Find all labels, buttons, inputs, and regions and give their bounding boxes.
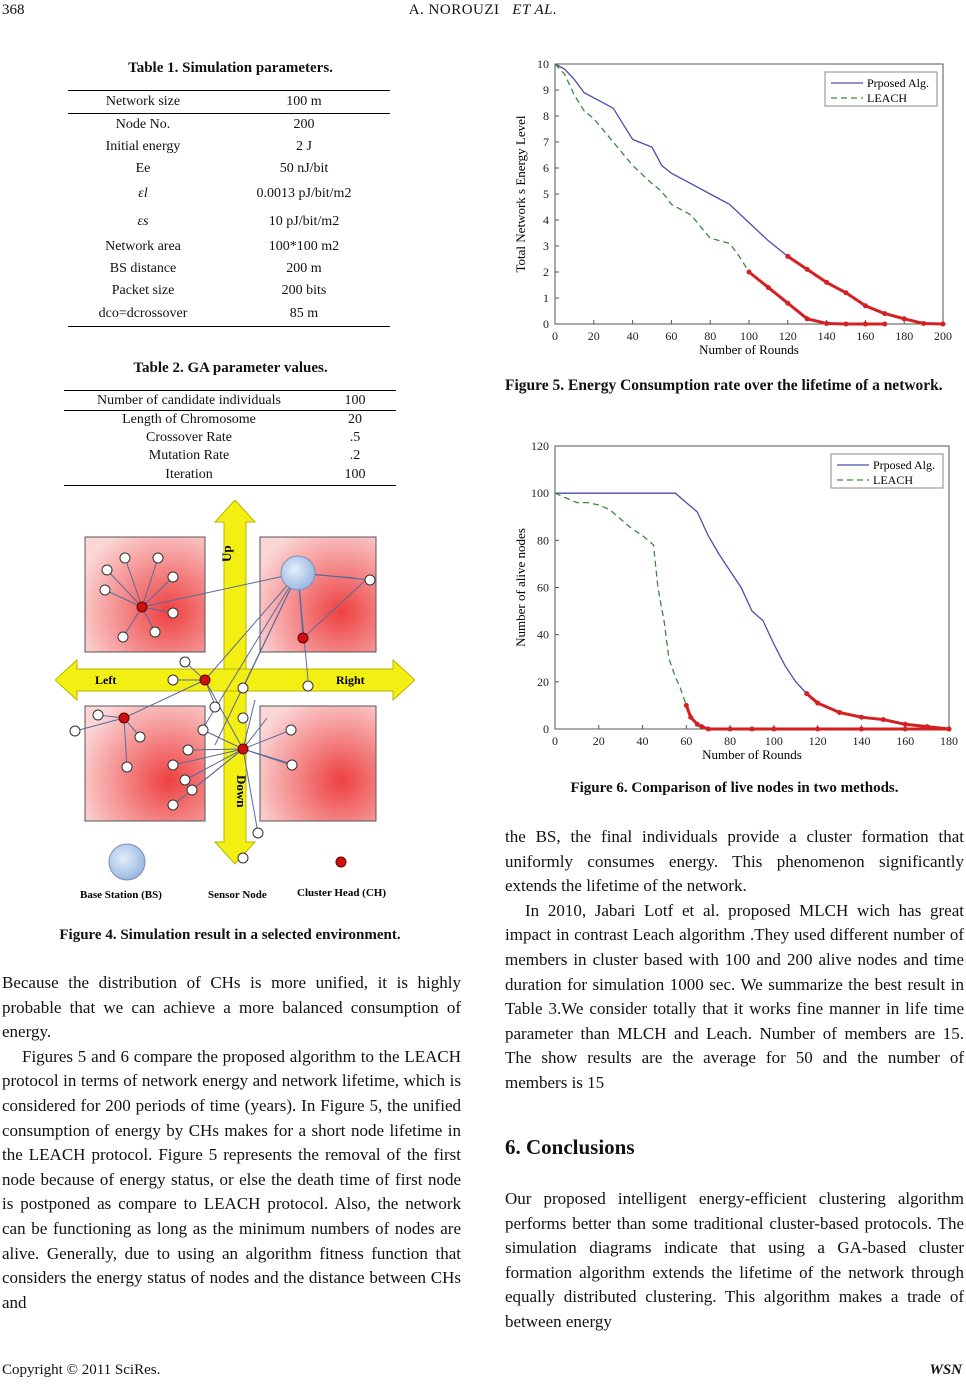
figure6-chart bbox=[505, 436, 960, 766]
table1-cell: dco=dcrossover bbox=[68, 302, 218, 326]
table1-row bbox=[68, 280, 390, 302]
table1-cell: εs bbox=[137, 214, 149, 229]
table2-row bbox=[64, 447, 396, 465]
x-tick-label: 160 bbox=[856, 329, 875, 343]
data-point bbox=[766, 285, 771, 290]
data-point bbox=[863, 303, 868, 308]
figure4-diagram bbox=[55, 500, 415, 910]
table1-cell: 200 bbox=[293, 117, 315, 132]
journal-name: WSN bbox=[929, 1362, 962, 1378]
legend-ch-label: Cluster Head (CH) bbox=[297, 887, 387, 899]
y-tick-label: 1 bbox=[543, 291, 549, 305]
table1-caption: Table 1. Simulation parameters. bbox=[128, 60, 333, 76]
conclusions-text bbox=[505, 1187, 964, 1335]
series-highlight bbox=[924, 323, 943, 324]
table2-cell: Crossover Rate bbox=[146, 430, 232, 445]
data-point bbox=[859, 727, 864, 732]
label-right: Right bbox=[336, 673, 365, 687]
y-tick-label: 0 bbox=[543, 722, 549, 736]
data-point bbox=[747, 270, 752, 275]
legend-label: LEACH bbox=[867, 91, 907, 105]
y-tick-label: 120 bbox=[531, 439, 549, 453]
table2-cell: 100 bbox=[314, 391, 396, 411]
x-tick-label: 60 bbox=[665, 329, 678, 343]
table1-row bbox=[68, 114, 390, 137]
table1 bbox=[68, 90, 390, 327]
data-point bbox=[815, 727, 820, 732]
table2-row bbox=[64, 411, 396, 430]
data-point bbox=[941, 322, 946, 327]
table2-row bbox=[64, 429, 396, 447]
left-column-text bbox=[2, 971, 461, 1315]
page-number: 368 bbox=[2, 2, 25, 18]
paragraph: Because the distribution of CHs is more unified, it is highly probable that we can achieve a more balanced consumption of energy. bbox=[2, 973, 461, 1042]
figure5-chart bbox=[505, 52, 960, 367]
data-point bbox=[882, 311, 887, 316]
table1-row bbox=[68, 180, 390, 208]
table1-cell: Network size bbox=[68, 91, 218, 114]
data-point bbox=[815, 701, 820, 706]
label-down: Down bbox=[234, 775, 249, 808]
table1-cell: 10 pJ/bit/m2 bbox=[268, 214, 340, 229]
y-axis-label: Total Network s Energy Level bbox=[513, 115, 528, 273]
x-tick-label: 20 bbox=[587, 329, 600, 343]
y-tick-label: 8 bbox=[543, 109, 549, 123]
x-tick-label: 180 bbox=[895, 329, 914, 343]
x-tick-label: 180 bbox=[940, 734, 958, 748]
data-point bbox=[824, 280, 829, 285]
data-point bbox=[805, 316, 810, 321]
figure6-caption: Figure 6. Comparison of live nodes in two methods. bbox=[570, 780, 899, 796]
y-tick-label: 40 bbox=[537, 627, 549, 642]
x-tick-label: 60 bbox=[680, 734, 693, 748]
legend-sensor-icon bbox=[238, 853, 248, 863]
y-tick-label: 6 bbox=[543, 161, 549, 175]
y-axis-label: Number of alive nodes bbox=[513, 528, 528, 647]
series-highlight bbox=[827, 323, 846, 324]
table2 bbox=[64, 390, 396, 486]
data-point bbox=[688, 715, 693, 720]
x-tick-label: 0 bbox=[552, 329, 558, 343]
y-tick-label: 3 bbox=[543, 239, 549, 253]
data-point bbox=[844, 290, 849, 295]
data-point bbox=[903, 727, 908, 732]
section-heading: 6. Conclusions bbox=[505, 1135, 635, 1159]
x-tick-label: 20 bbox=[592, 734, 605, 748]
right-column-text bbox=[505, 825, 964, 1096]
table2-cell: Number of candidate individuals bbox=[64, 391, 314, 411]
x-tick-label: 120 bbox=[808, 734, 827, 748]
data-point bbox=[824, 321, 829, 326]
legend-bs-label: Base Station (BS) bbox=[80, 889, 162, 901]
figure4-caption: Figure 4. Simulation result in a selected environment. bbox=[59, 927, 401, 943]
table1-cell: εl bbox=[138, 186, 148, 201]
table1-cell: 0.0013 pJ/bit/m2 bbox=[256, 186, 352, 201]
x-tick-label: 80 bbox=[724, 734, 737, 748]
x-tick-label: 140 bbox=[817, 329, 836, 343]
base-station bbox=[281, 556, 315, 590]
data-point bbox=[881, 717, 886, 722]
y-tick-label: 5 bbox=[543, 187, 549, 201]
x-tick-label: 40 bbox=[626, 329, 639, 343]
data-point bbox=[844, 322, 849, 327]
paragraph: Figures 5 and 6 compare the proposed algorithm to the LEACH protocol in terms of network energy and network lifetime, which is considered for 200 periods of time (years). In Figure 5, the unified consumption of energy by CHs makes for a short node lifetime in the LEACH protocol. Figure 5 represents the removal of the first node because of energy status, or else the death time of first node is postponed as compare to LEACH protocol. Also, the network can be functioning as long as the minimum numbers of nodes are alive. Generally, due to using an algorithm fitness function that considers the energy status of nodes and the distance between CHs and bbox=[2, 1046, 461, 1312]
x-tick-label: 80 bbox=[704, 329, 717, 343]
table2-caption: Table 2. GA parameter values. bbox=[133, 360, 328, 376]
table2-cell: Iteration bbox=[64, 465, 314, 486]
table1-cell: 200 m bbox=[286, 261, 322, 276]
data-point bbox=[695, 722, 700, 727]
x-tick-label: 120 bbox=[778, 329, 797, 343]
table1-row bbox=[68, 91, 390, 114]
figure5-caption: Figure 5. Energy Consumption rate over the lifetime of a network. bbox=[505, 377, 943, 394]
data-point bbox=[859, 715, 864, 720]
x-tick-label: 100 bbox=[764, 734, 783, 748]
y-tick-label: 0 bbox=[543, 317, 549, 331]
data-point bbox=[804, 691, 809, 696]
data-point bbox=[903, 722, 908, 727]
quadrant-top-right bbox=[260, 537, 376, 652]
table1-cell: Node No. bbox=[115, 117, 171, 132]
data-point bbox=[902, 316, 907, 321]
label-up: Up bbox=[219, 545, 234, 562]
x-tick-label: 0 bbox=[552, 734, 558, 748]
data-point bbox=[785, 254, 790, 259]
data-point bbox=[921, 321, 926, 326]
table1-cell: Network area bbox=[105, 239, 181, 254]
table1-cell: 50 nJ/bit bbox=[279, 161, 329, 176]
table1-row bbox=[68, 258, 390, 280]
running-header-etal: ET AL. bbox=[512, 2, 558, 18]
x-tick-label: 100 bbox=[740, 329, 758, 343]
y-tick-label: 4 bbox=[543, 213, 549, 227]
table2-cell: Length of Chromosome bbox=[122, 412, 256, 427]
data-point bbox=[785, 301, 790, 306]
table1-row bbox=[68, 208, 390, 236]
table1-row bbox=[68, 302, 390, 326]
table1-cell: 85 m bbox=[218, 302, 390, 326]
y-tick-label: 10 bbox=[537, 57, 549, 71]
data-point bbox=[771, 727, 776, 732]
table1-cell: 200 bits bbox=[281, 283, 327, 298]
running-header-author: A. NOROUZI bbox=[408, 2, 500, 18]
quadrant-bottom-right bbox=[260, 706, 376, 821]
table2-cell: 100 bbox=[314, 465, 396, 486]
data-point bbox=[699, 724, 704, 729]
data-point bbox=[837, 710, 842, 715]
table1-cell: Initial energy bbox=[105, 139, 181, 154]
table1-cell: Packet size bbox=[111, 283, 175, 298]
legend-label: LEACH bbox=[873, 473, 913, 487]
x-tick-label: 200 bbox=[934, 329, 952, 343]
table1-cell: 100 m bbox=[218, 91, 390, 114]
copyright: Copyright © 2011 SciRes. bbox=[2, 1362, 161, 1378]
legend-label: Prposed Alg. bbox=[873, 458, 936, 472]
table2-row bbox=[64, 391, 396, 411]
y-tick-label: 2 bbox=[543, 265, 549, 279]
y-tick-label: 7 bbox=[543, 135, 549, 149]
legend-sensor-label: Sensor Node bbox=[208, 889, 267, 901]
y-tick-label: 100 bbox=[531, 486, 549, 501]
table2-cell: 20 bbox=[348, 412, 362, 427]
paragraph: the BS, the final individuals provide a cluster formation that uniformly consumes energy. This phenomenon significantly extends the lifetime of the network. bbox=[505, 827, 964, 896]
table1-cell: BS distance bbox=[109, 261, 177, 276]
x-tick-label: 40 bbox=[636, 734, 649, 748]
table1-cell: 100*100 m2 bbox=[268, 239, 340, 254]
table2-row bbox=[64, 465, 396, 486]
table1-cell: Ee bbox=[135, 161, 151, 176]
x-tick-label: 140 bbox=[852, 734, 871, 748]
data-point bbox=[706, 727, 711, 732]
paragraph: In 2010, Jabari Lotf et al. proposed MLCH wich has great impact in contrast Leach algorithm .They used different number of members in cluster based with 100 and 200 alive nodes and time duration for simulation 1000 sec. We summarize the best result in Table 3.We consider totally that it works fine manner in life time parameter than MLCH and Leach. Number of members are 15. The show results are the average for 50 and the number of members is 15 bbox=[505, 900, 964, 1092]
legend-bs-icon bbox=[109, 844, 145, 880]
table1-row bbox=[68, 158, 390, 180]
y-tick-label: 80 bbox=[537, 533, 549, 548]
data-point bbox=[882, 322, 887, 327]
table1-cell: 2 J bbox=[296, 139, 312, 154]
data-point bbox=[805, 267, 810, 272]
legend-label: Prposed Alg. bbox=[867, 76, 930, 90]
paragraph: Our proposed intelligent energy-efficient clustering algorithm performs better than some traditional cluster-based protocols. The simulation diagrams indicate that using a GA-based cluster formation algorithm extends the lifetime of the network through equally distributed clustering. This algorithm makes a trade of between energy bbox=[505, 1189, 964, 1331]
y-tick-label: 60 bbox=[537, 580, 549, 595]
running-header bbox=[0, 2, 966, 19]
data-point bbox=[728, 727, 733, 732]
y-tick-label: 20 bbox=[537, 674, 549, 689]
data-point bbox=[750, 727, 755, 732]
table2-cell: .5 bbox=[349, 430, 361, 445]
legend-ch-icon bbox=[336, 857, 346, 867]
table1-row bbox=[68, 136, 390, 158]
data-point bbox=[947, 727, 952, 732]
x-axis-label: Number of Rounds bbox=[702, 747, 802, 762]
table2-cell: Mutation Rate bbox=[148, 448, 230, 463]
data-point bbox=[684, 703, 689, 708]
x-tick-label: 160 bbox=[896, 734, 915, 748]
x-axis-label: Number of Rounds bbox=[699, 342, 799, 357]
label-left: Left bbox=[95, 673, 117, 687]
y-tick-label: 9 bbox=[543, 83, 549, 97]
table1-row bbox=[68, 236, 390, 258]
table2-cell: .2 bbox=[349, 448, 361, 463]
data-point bbox=[863, 322, 868, 327]
